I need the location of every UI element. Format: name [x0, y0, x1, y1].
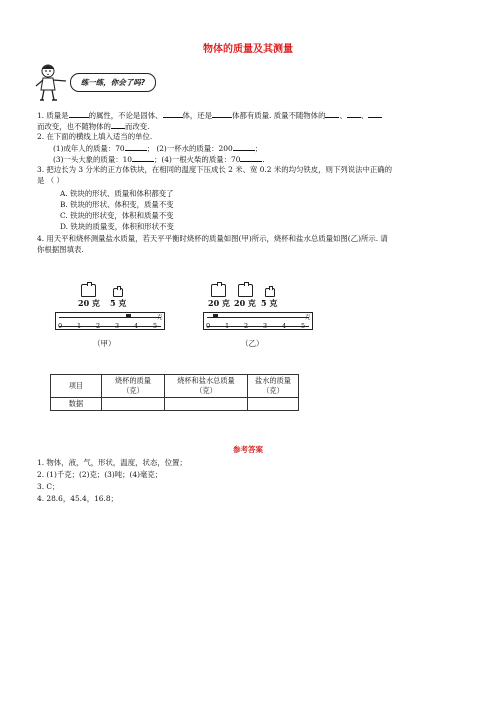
blank: [347, 109, 361, 118]
q2-text: (3)一头大象的质量：10: [53, 155, 132, 164]
header-text: 项目: [68, 381, 84, 390]
option-c: C. 铁块的形状变，体积和质量不变: [60, 211, 174, 220]
q1-hidden: 而改变.: [124, 122, 150, 131]
question-3-stem-1: 3. 把边长为 3 分米的正方体铁块，在相同的温度下压成长 2 米、宽 0.2 米的均匀铁皮，则下列说法中正确的: [37, 165, 393, 174]
answer-4: 4. 28.6，45.4，16.8；: [37, 494, 118, 503]
question-4-stem-2: 你根据图填表.: [37, 245, 84, 254]
header-text: 烧杯的质量: [115, 376, 151, 385]
tick-label: 0: [58, 322, 63, 330]
table-header: [102, 375, 165, 398]
blank: [212, 109, 232, 118]
blank: [125, 142, 147, 151]
q2-text: (1)成年人的质量：70: [53, 144, 125, 153]
blank: [163, 109, 183, 118]
tick-label: 3: [115, 322, 120, 330]
question-4-stem-1: 4. 用天平和烧杯测量盐水质量，若天平平衡时烧杯的质量如图(甲)所示，烧杯和盐水总质量如图(乙)所示. 请: [37, 234, 388, 243]
option-b: B. 铁块的形状、体积变，质量不变: [60, 200, 174, 209]
weight-20g-icon: [238, 284, 253, 297]
weight-label: 20 克: [208, 298, 230, 308]
table-cell: 数据: [51, 398, 102, 411]
weight-label: 5 克: [110, 298, 127, 308]
figure-caption: （甲）: [93, 339, 116, 348]
q2-text: .: [262, 155, 265, 164]
answer-2: 2. (1)千克；(2)克；(3)吨；(4)毫克；: [37, 470, 163, 479]
figure-caption: （乙）: [241, 339, 264, 348]
option-a: A. 铁块的形状、质量和体积都变了: [60, 189, 174, 198]
q1-text: 的属性，不论是固体、: [88, 111, 163, 120]
blank: [233, 142, 255, 151]
unit-label: 克: [157, 315, 163, 321]
table-cell: [248, 398, 299, 411]
answer-1: 1. 物体，液，气，形状，温度，状态，位置；: [37, 458, 187, 467]
blank: [132, 153, 154, 162]
header-unit: （克）: [122, 386, 144, 395]
tick-label: 1: [77, 322, 82, 330]
tick-label: 1: [225, 322, 230, 330]
blank: [325, 109, 339, 118]
exercise-banner: [34, 62, 174, 102]
q1-text: 、: [339, 111, 347, 120]
option-d: D. 铁块的质量变，体积和形状不变: [60, 222, 174, 231]
q2-text: ；(4)一根火柴的质量：70: [154, 155, 241, 164]
blank: [69, 109, 89, 118]
question-3-stem-2: 是 （ ）: [37, 176, 64, 185]
unit-label: 克: [305, 315, 311, 321]
q1-text: 体都有质量. 质量不随物体的: [232, 111, 326, 120]
answers-title: 参考答案: [233, 445, 263, 454]
table-header-row: [51, 375, 299, 398]
table-header: [165, 375, 248, 398]
table-row: [51, 398, 299, 411]
tick-label: 2: [244, 322, 249, 330]
tick-label: 5: [153, 322, 158, 330]
figure-yi: [203, 276, 333, 346]
q1-text: 、: [360, 111, 369, 120]
scale-track: [207, 317, 309, 327]
q1-text: 1. 质量是: [37, 111, 69, 120]
tick-label: 4: [282, 322, 287, 330]
header-text: 盐水的质量: [255, 376, 291, 385]
blank: [240, 153, 265, 164]
figure-jia: [55, 276, 175, 346]
table-cell: [165, 398, 248, 411]
table-cell: [102, 398, 165, 411]
blank: [111, 120, 125, 129]
tick-label: 3: [263, 322, 268, 330]
weight-label: 20 克: [234, 298, 256, 308]
scale-track: [59, 317, 161, 327]
page-title: 物体的质量及其测量: [203, 44, 293, 55]
weight-label: 20 克: [78, 298, 100, 308]
tick-label: 0: [206, 322, 211, 330]
weight-20g-icon: [81, 284, 96, 297]
header-unit: （克）: [262, 386, 284, 395]
weight-5g-icon: [113, 288, 123, 297]
student-figure-icon: [34, 62, 68, 102]
table-header: [248, 375, 299, 398]
data-table: [50, 374, 299, 411]
rider-marker: [213, 314, 218, 318]
header-unit: （克）: [195, 386, 217, 395]
answer-3: 3. C；: [37, 482, 60, 491]
scale-ruler: [203, 312, 313, 330]
tick-label: 4: [134, 322, 139, 330]
scale-ruler: [55, 312, 165, 330]
weight-5g-icon: [265, 288, 275, 297]
blank: [368, 109, 382, 118]
weight-20g-icon: [211, 284, 226, 297]
rider-marker: [126, 314, 131, 318]
header-text: 烧杯和盐水总质量: [177, 376, 235, 385]
weight-label: 5 克: [261, 298, 278, 308]
q1-text: 而改变，也不随物体的: [37, 122, 111, 131]
table-header: [51, 375, 102, 398]
question-2-intro: 2. 在下面的横线上填入适当的单位.: [37, 132, 153, 141]
tick-label: 2: [96, 322, 101, 330]
banner-text: 练一练，你会了吗?: [70, 73, 156, 92]
q2-text: ；: [254, 144, 263, 153]
q1-text: 体，还是: [182, 111, 213, 120]
tick-label: 5: [301, 322, 306, 330]
q2-text: ； (2)一杯水的质量：200: [146, 144, 233, 153]
